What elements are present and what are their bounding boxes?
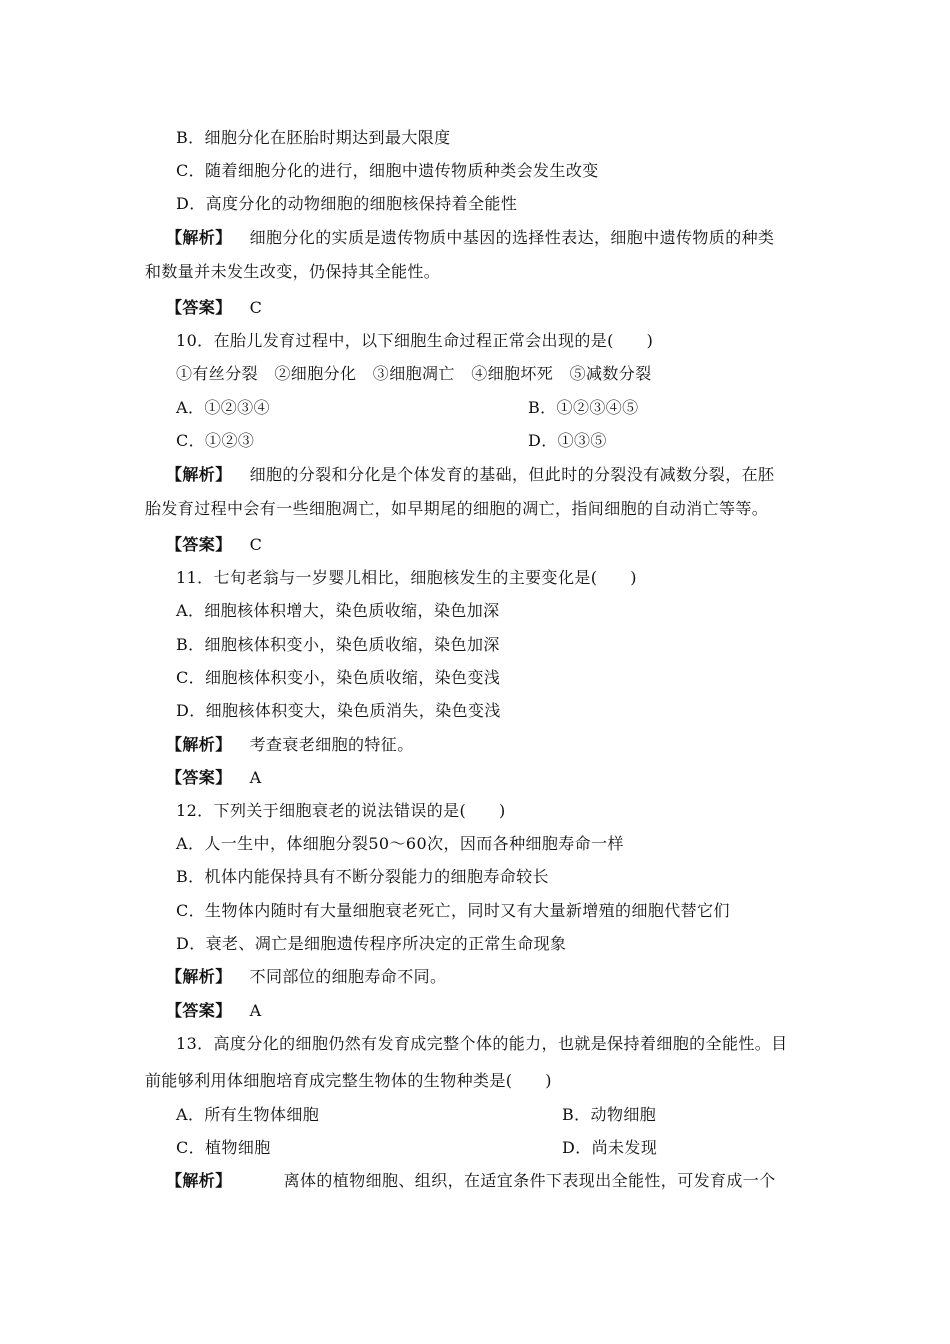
q9-option-d: D．高度分化的动物细胞的细胞核保持着全能性 xyxy=(176,194,518,213)
answer-value: C xyxy=(249,298,263,317)
answer-tag: 【答案】 xyxy=(166,535,232,554)
q12-option-b: B．机体内能保持具有不断分裂能力的细胞寿命较长 xyxy=(176,867,549,886)
q11-option-c: C．细胞核体积变小，染色质收缩，染色变浅 xyxy=(176,668,501,687)
q11-option-a: A．细胞核体积增大，染色质收缩，染色加深 xyxy=(176,601,500,620)
analysis-text: 细胞的分裂和分化是个体发育的基础，但此时的分裂没有减数分裂，在胚 xyxy=(249,465,775,484)
q13-option-a: A．所有生物体细胞 xyxy=(176,1105,320,1124)
q10-analysis xyxy=(166,464,774,486)
q12-option-c: C．生物体内随时有大量细胞衰老死亡，同时又有大量新增殖的细胞代替它们 xyxy=(176,901,730,920)
q13-option-b: B．动物细胞 xyxy=(562,1105,657,1124)
analysis-tag: 【解析】 xyxy=(166,967,232,986)
q11-option-b: B．细胞核体积变小，染色质收缩，染色加深 xyxy=(176,635,500,654)
analysis-text: 离体的植物细胞、组织，在适宜条件下表现出全能性，可发育成一个 xyxy=(283,1171,776,1190)
answer-tag: 【答案】 xyxy=(166,1001,232,1020)
q12-answer xyxy=(166,1000,262,1022)
q10-option-a: A．①②③④ xyxy=(176,398,270,417)
answer-tag: 【答案】 xyxy=(166,768,232,787)
q10-answer xyxy=(166,534,262,556)
q10-analysis-cont: 胎发育过程中会有一些细胞凋亡，如早期尾的细胞的凋亡，指间细胞的自动消亡等等。 xyxy=(145,499,769,518)
q13-stem: 13．高度分化的细胞仍然有发育成完整个体的能力，也就是保持着细胞的全能性。目 xyxy=(176,1034,788,1053)
answer-value: A xyxy=(249,1001,262,1020)
analysis-text: 考查衰老细胞的特征。 xyxy=(249,735,414,754)
analysis-tag: 【解析】 xyxy=(166,1171,232,1190)
analysis-tag: 【解析】 xyxy=(166,228,232,247)
q11-answer xyxy=(166,767,262,789)
q9-option-c: C．随着细胞分化的进行，细胞中遗传物质种类会发生改变 xyxy=(176,161,599,180)
q9-analysis-cont: 和数量并未发生改变，仍保持其全能性。 xyxy=(145,262,441,281)
answer-value: C xyxy=(249,535,263,554)
q10-stem: 10．在胎儿发育过程中，以下细胞生命过程正常会出现的是( ) xyxy=(176,331,654,350)
q13-option-d: D．尚未发现 xyxy=(562,1138,658,1157)
analysis-text: 不同部位的细胞寿命不同。 xyxy=(249,967,447,986)
q13-analysis xyxy=(166,1170,776,1192)
analysis-tag: 【解析】 xyxy=(166,735,232,754)
analysis-text: 细胞分化的实质是遗传物质中基因的选择性表达，细胞中遗传物质的种类 xyxy=(249,228,775,247)
q10-items: ①有丝分裂 ②细胞分化 ③细胞凋亡 ④细胞坏死 ⑤减数分裂 xyxy=(176,364,652,383)
q12-analysis xyxy=(166,966,446,988)
q12-option-a: A．人一生中，体细胞分裂50～60次，因而各种细胞寿命一样 xyxy=(176,834,624,853)
q11-option-d: D．细胞核体积变大，染色质消失，染色变浅 xyxy=(176,701,501,720)
answer-tag: 【答案】 xyxy=(166,298,232,317)
answer-value: A xyxy=(249,768,262,787)
q10-option-d: D．①③⑤ xyxy=(528,431,607,450)
q12-option-d: D．衰老、凋亡是细胞遗传程序所决定的正常生命现象 xyxy=(176,934,567,953)
q10-option-b: B．①②③④⑤ xyxy=(528,398,639,417)
q11-analysis xyxy=(166,734,414,756)
q12-stem: 12．下列关于细胞衰老的说法错误的是( ) xyxy=(176,801,506,820)
analysis-tag: 【解析】 xyxy=(166,465,232,484)
q9-analysis xyxy=(166,227,774,249)
q11-stem: 11．七旬老翁与一岁婴儿相比，细胞核发生的主要变化是( ) xyxy=(176,568,637,587)
q13-option-c: C．植物细胞 xyxy=(176,1138,271,1157)
q9-option-b: B．细胞分化在胚胎时期达到最大限度 xyxy=(176,128,451,147)
q13-stem-cont: 前能够利用体细胞培育成完整生物体的生物种类是( ) xyxy=(145,1071,552,1090)
q9-answer xyxy=(166,297,262,319)
q10-option-c: C．①②③ xyxy=(176,431,255,450)
